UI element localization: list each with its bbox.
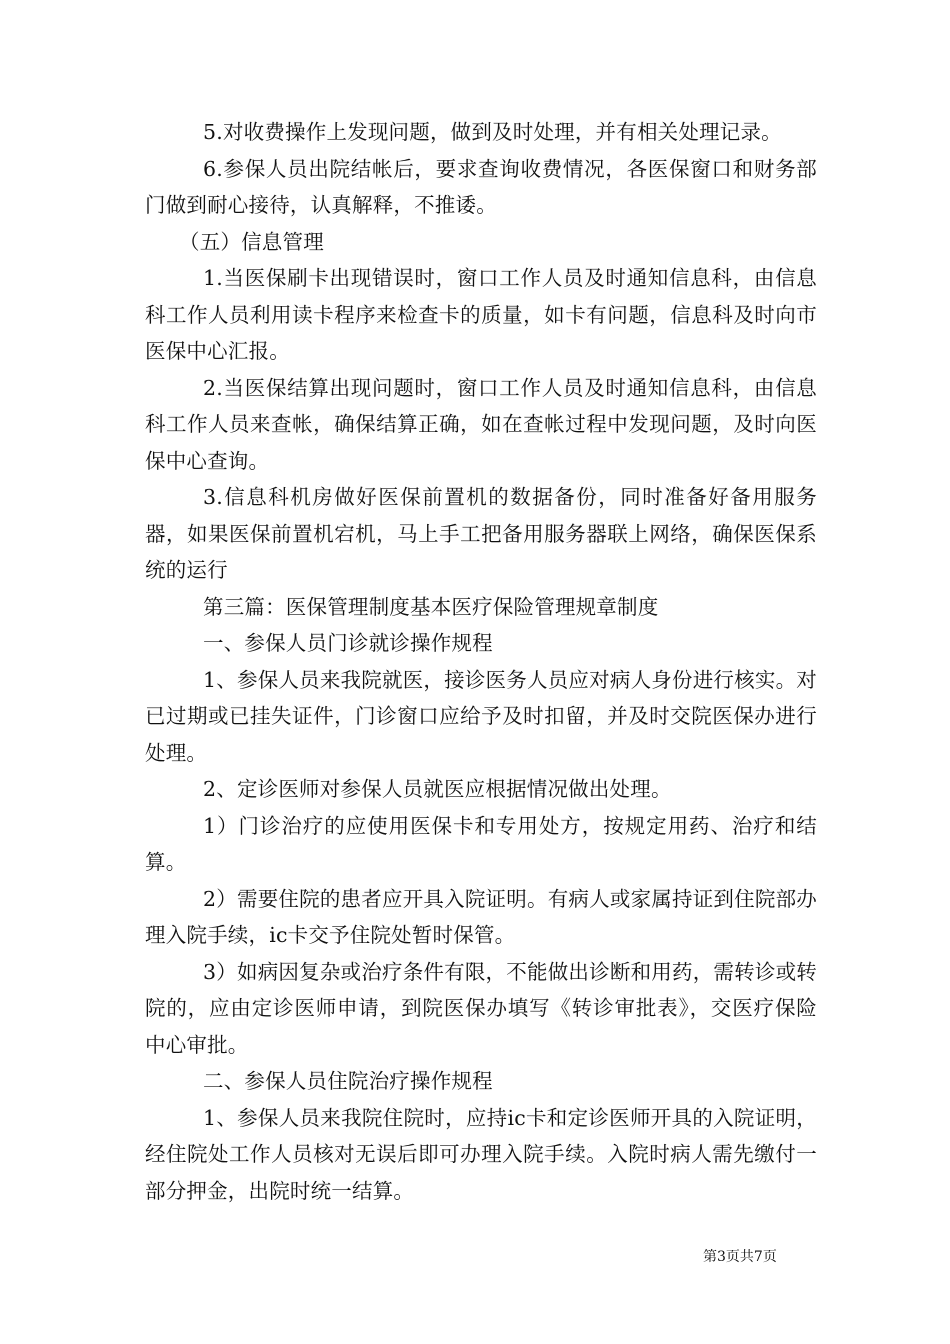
page-number-footer: 第3页共7页 — [703, 1249, 777, 1265]
paragraph-info-2: 2.当医保结算出现问题时，窗口工作人员及时通知信息科，由信息科工作人员来查帐，确保结算正确，如在查帐过程中发现问题，及时向医保中心查询。 — [145, 375, 817, 473]
paragraph-outpatient-1: 1、参保人员来我院就医，接诊医务人员应对病人身份进行核实。对已过期或已挂失证件，门诊窗口应给予及时扣留，并及时交院医保办进行处理。 — [145, 667, 817, 765]
chapter-heading-part-three: 第三篇：医保管理制度基本医疗保险管理规章制度 — [203, 594, 659, 619]
document-body — [145, 114, 817, 1209]
paragraph-outpatient-2-2: 2）需要住院的患者应开具入院证明。有病人或家属持证到住院部办理入院手续，ic卡交予住院处暂时保管。 — [145, 886, 817, 947]
paragraph-info-3: 3.信息科机房做好医保前置机的数据备份，同时准备好备用服务器，如果医保前置机宕机，马上手工把备用服务器联上网络，确保医保系统的运行 — [145, 485, 817, 582]
section-heading-inpatient: 二、参保人员住院治疗操作规程 — [203, 1069, 493, 1093]
paragraph-inpatient-1: 1、参保人员来我院住院时，应持ic卡和定诊医师开具的入院证明，经住院处工作人员核对无误后即可办理入院手续。入院时病人需先缴付一部分押金，出院时统一结算。 — [145, 1105, 817, 1203]
paragraph-outpatient-2: 2、定诊医师对参保人员就医应根据情况做出处理。 — [203, 777, 672, 801]
section-heading-info-management: （五）信息管理 — [179, 229, 324, 254]
paragraph-6: 6.参保人员出院结帐后，要求查询收费情况，各医保窗口和财务部门做到耐心接待，认真解释，不推诿。 — [145, 156, 817, 217]
paragraph-outpatient-2-3: 3）如病因复杂或治疗条件有限，不能做出诊断和用药，需转诊或转院的，应由定诊医师申请，到院医保办填写《转诊审批表》，交医疗保险中心审批。 — [145, 959, 817, 1057]
paragraph-5: 5.对收费操作上发现问题，做到及时处理，并有相关处理记录。 — [203, 120, 782, 144]
paragraph-outpatient-2-1: 1）门诊治疗的应使用医保卡和专用处方，按规定用药、治疗和结算。 — [145, 813, 817, 874]
section-heading-outpatient: 一、参保人员门诊就诊操作规程 — [203, 631, 493, 655]
paragraph-info-1: 1.当医保刷卡出现错误时，窗口工作人员及时通知信息科，由信息科工作人员利用读卡程序来检查卡的质量，如卡有问题，信息科及时向市医保中心汇报。 — [145, 266, 817, 363]
